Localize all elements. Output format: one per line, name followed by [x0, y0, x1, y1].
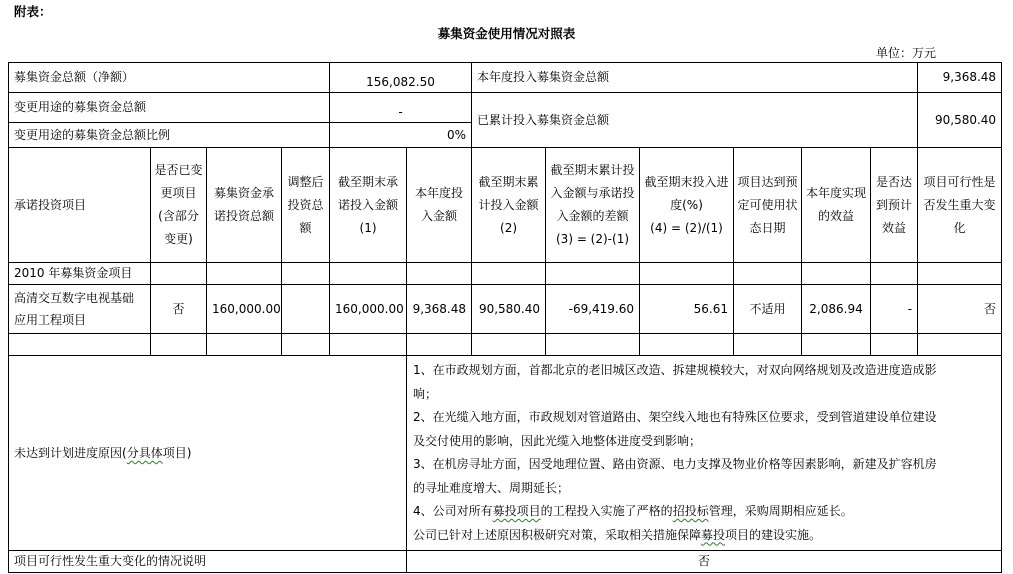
year-invest-label: 本年度投入募集资金总额: [472, 63, 918, 93]
project-adjusted-total: [282, 285, 330, 334]
project-year-benefit: 2,086.94: [802, 285, 871, 334]
col-header-adjusted-total: 调整后投资总额: [282, 148, 330, 263]
reason-line-5: 3、在机房寻址方面，因受地理位置、路由资源、电力支撑及物业价格等因素影响，新建及扩容机房: [413, 457, 937, 471]
reason-line-7-mid: 的工程投入实施了严格的: [540, 504, 673, 518]
col-header-year-invest: 本年度投入金额: [407, 148, 472, 263]
feasibility-label: 项目可行性发生重大变化的情况说明: [9, 551, 407, 573]
cum-invest-value: 90,580.40: [918, 93, 1002, 148]
col-header-progress-text: 截至期末投入进度(%): [644, 174, 729, 212]
col-header-benefit-met: 是否达到预计效益: [871, 148, 918, 263]
reason-line-7-pre: 4、公司对所有: [413, 504, 493, 518]
reason-line-8-wavy: 募投: [701, 527, 726, 542]
changed-total-value: -: [330, 93, 472, 123]
project-cum-invest: 90,580.40: [472, 285, 546, 334]
page-title: 募集资金使用情况对照表: [437, 26, 576, 41]
reason-line-8: [413, 524, 995, 548]
reason-line-7-wavy-1: 募投项目: [492, 504, 541, 518]
col-header-committed-total: 募集资金承诺投资总额: [207, 148, 282, 263]
col-header-year-benefit: 本年度实现的效益: [802, 148, 871, 263]
reason-label: [9, 356, 407, 551]
reason-text: [407, 356, 1002, 551]
reason-line-8-post: 项目的建设实施。: [725, 527, 822, 542]
reason-line-7-post: 管理，采购周期相应延长。: [708, 504, 853, 518]
project-name: 高清交互数字电视基础应用工程项目: [9, 285, 151, 334]
reason-line-6: 的寻址难度增大、周期延长；: [413, 480, 570, 495]
project-ready-date: 不适用: [734, 285, 802, 334]
col-header-progress-formula: (4) = (2)/(1): [650, 220, 723, 235]
unit-label: 单位：万元: [876, 46, 937, 60]
col-header-diff-text: 截至期末累计投入金额与承诺投入金额的差额: [550, 163, 635, 223]
col-header-changed: 是否已变更项目(含部分变更): [151, 148, 207, 263]
reason-line-7-wavy-2: 招投标: [672, 504, 709, 518]
project-committed-total: 160,000.00: [207, 285, 282, 334]
col-header-cum-invest: 截至期末累计投入金额(2): [472, 148, 546, 263]
year-invest-value: 9,368.48: [918, 63, 1002, 93]
total-raised-value: 156,082.50: [330, 63, 472, 93]
changed-ratio-label: 变更用途的募集资金总额比例: [9, 123, 330, 148]
fund-usage-table: [8, 62, 1002, 573]
reason-label-pre: 未达到计划进度原因(: [14, 445, 127, 460]
col-header-diff-formula: (3) = (2)-(1): [556, 232, 630, 246]
project-diff: -69,419.60: [546, 285, 640, 334]
project-feasibility-change: 否: [918, 285, 1002, 334]
reason-line-7: [413, 500, 995, 524]
col-header-project: 承诺投资项目: [9, 148, 151, 263]
col-header-committed-to-date: 截至期末承诺投入金额(1): [330, 148, 407, 263]
attachment-label: 附表：: [14, 4, 52, 19]
project-year-invest: 9,368.48: [407, 285, 472, 334]
project-changed: 否: [151, 285, 207, 334]
feasibility-value: 否: [407, 551, 1002, 573]
reason-line-4: 及交付使用的影响，因此光缆入地整体进度受到影响；: [413, 433, 702, 448]
project-benefit-met: -: [871, 285, 918, 334]
reason-label-post: 项目): [162, 445, 192, 460]
reason-line-2: 响；: [413, 386, 438, 401]
col-header-feasibility: 项目可行性是否发生重大变化: [918, 148, 1002, 263]
reason-line-3: 2、在光缆入地方面，市政规划对管道路由、架空线入地也有特殊区位要求，受到管道建设单位建设: [413, 410, 937, 424]
project-progress: 56.61: [640, 285, 734, 334]
col-header-progress: [640, 148, 734, 263]
reason-line-8-pre: 公司已针对上述原因积极研究对策，采取相关措施保障: [413, 527, 702, 542]
cum-invest-label: 已累计投入募集资金总额: [472, 93, 918, 148]
col-header-diff: [546, 148, 640, 263]
total-raised-label: 募集资金总额（净额）: [9, 63, 330, 93]
changed-total-label: 变更用途的募集资金总额: [9, 93, 330, 123]
changed-ratio-value: 0%: [330, 123, 472, 148]
project-committed-to-date: 160,000.00: [330, 285, 407, 334]
section-label: 2010 年募集资金项目: [9, 263, 151, 285]
table-row: [9, 285, 1002, 334]
col-header-ready-date: 项目达到预定可使用状态日期: [734, 148, 802, 263]
reason-label-wavy: 分具体: [126, 445, 163, 460]
reason-line-1: 1、在市政规划方面，首都北京的老旧城区改造、拆建规模较大，对双向网络规划及改造进度造成影: [413, 363, 937, 377]
